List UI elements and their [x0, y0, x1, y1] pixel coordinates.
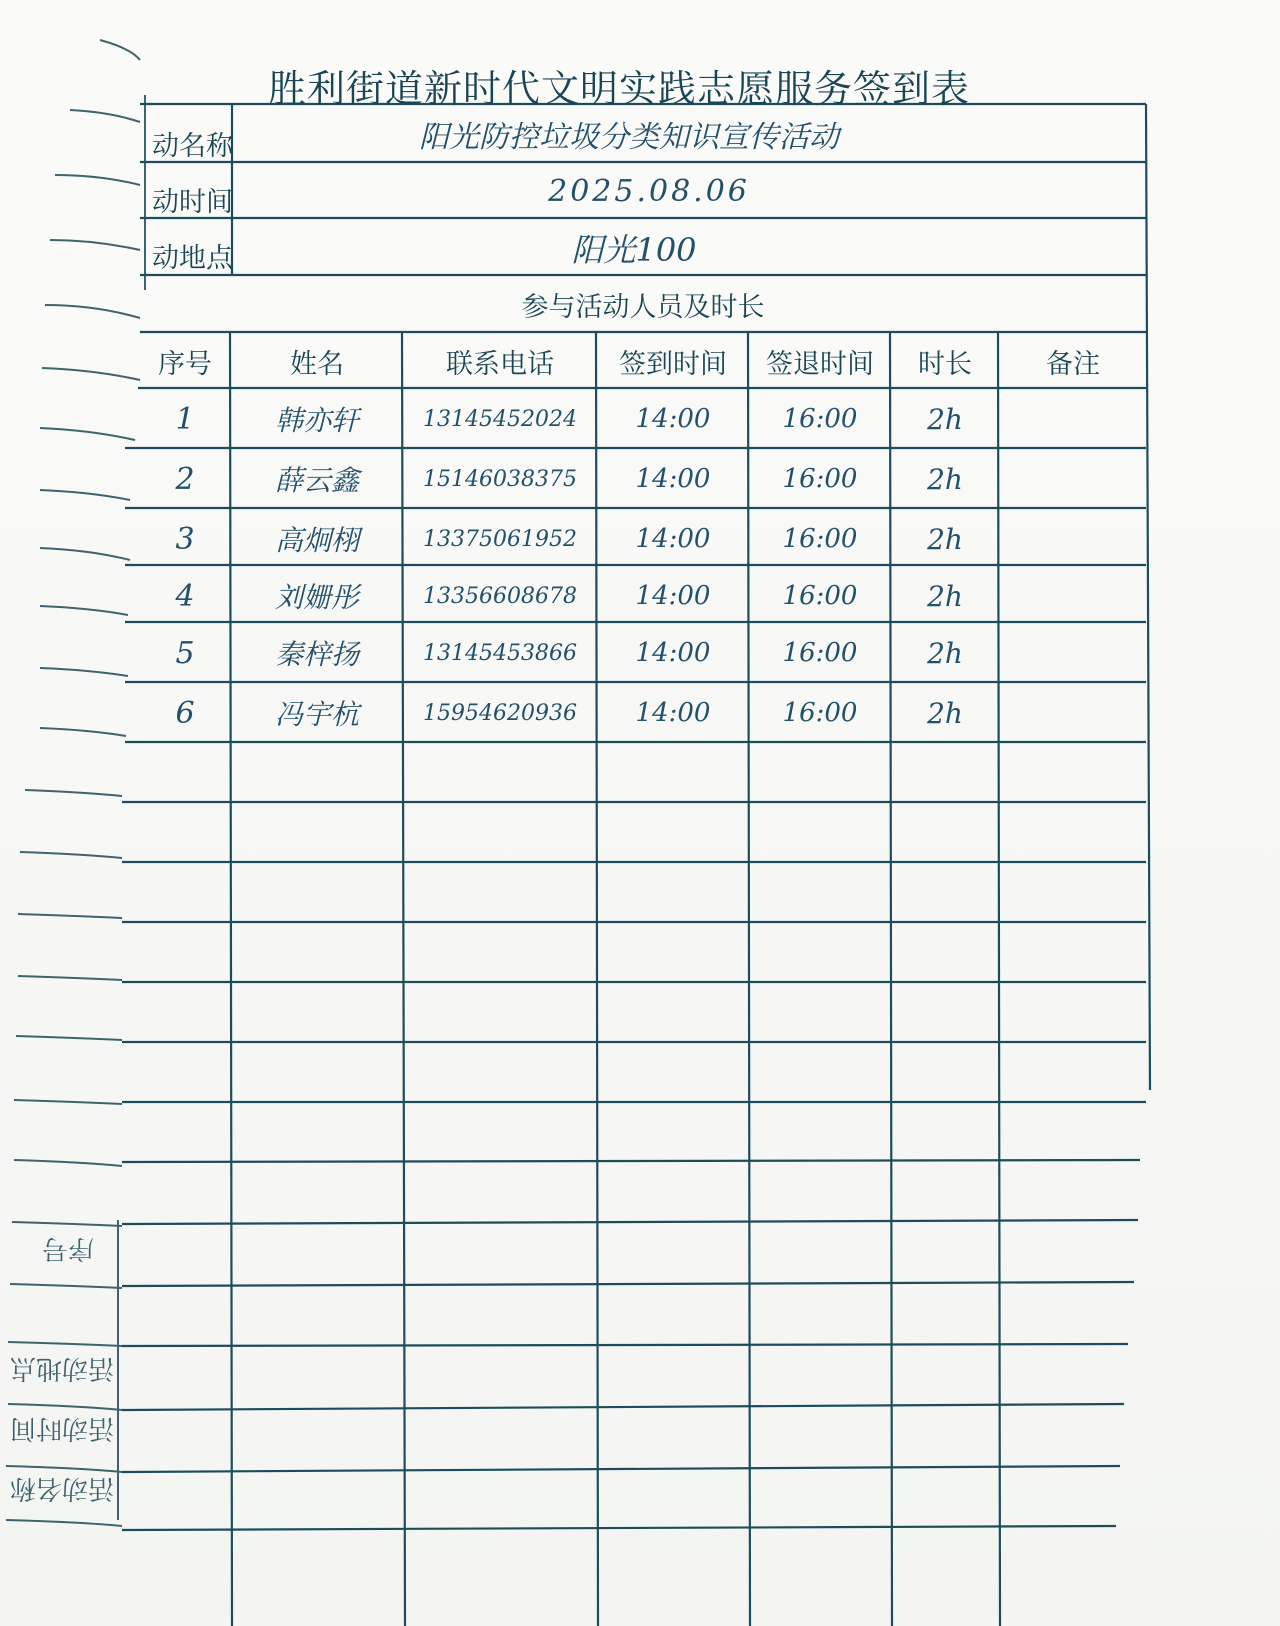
cell-checkout [750, 390, 890, 448]
header-seq [140, 334, 230, 388]
cell-checkout-value: 16:00 [782, 581, 858, 611]
cell-phone-value: 15146038375 [423, 466, 577, 492]
cell-duration-value: 2h [927, 696, 963, 730]
header-phone [404, 334, 596, 388]
cell-name [232, 624, 402, 682]
cell-seq-value: 6 [175, 695, 195, 731]
cell-checkout-value: 16:00 [782, 638, 858, 668]
cell-name-value: 秦梓扬 [274, 638, 359, 671]
cell-duration-value: 2h [927, 462, 963, 496]
cell-duration [892, 510, 998, 568]
header-checkout-label: 签退时间 [766, 348, 874, 380]
cell-note [1000, 450, 1146, 508]
cell-phone [404, 684, 596, 742]
activity-time-value: 2025.08.06 [548, 173, 750, 209]
cell-name-value: 韩亦轩 [274, 404, 359, 437]
cell-seq [140, 450, 230, 508]
header-name [232, 334, 402, 388]
cell-name [232, 567, 402, 625]
cell-duration-value: 2h [927, 402, 963, 436]
section-title-cell [140, 277, 1146, 332]
header-note [1000, 334, 1146, 388]
cell-checkin-value: 14:00 [635, 581, 711, 611]
cell-checkin [598, 684, 748, 742]
header-checkout [750, 334, 890, 388]
cell-duration-value: 2h [927, 522, 963, 556]
cell-duration [892, 450, 998, 508]
cell-checkout-value: 16:00 [782, 464, 858, 494]
cell-phone-value: 13145452024 [423, 406, 577, 432]
bleed-time: 活动时间 [10, 1413, 115, 1443]
header-note-label: 备注 [1046, 348, 1100, 380]
header-name-label: 姓名 [290, 348, 344, 380]
cell-checkin-value: 14:00 [635, 524, 711, 554]
activity-time-cell [232, 164, 1146, 218]
header-checkin [598, 334, 748, 388]
cell-name-value: 高炯栩 [274, 524, 359, 557]
bleed-seq: 序号 [42, 1233, 95, 1263]
activity-name-label: 动名称 [152, 131, 233, 162]
cell-checkout-value: 16:00 [782, 404, 858, 434]
cell-checkout [750, 567, 890, 625]
page-title: 胜利街道新时代文明实践志愿服务签到表 [268, 67, 971, 111]
header-seq-label: 序号 [158, 348, 212, 380]
cell-checkin [598, 390, 748, 448]
cell-phone [404, 567, 596, 625]
cell-checkout-value: 16:00 [782, 698, 858, 728]
activity-name-value: 阳光防控垃圾分类知识宣传活动 [419, 120, 839, 155]
cell-name [232, 390, 402, 448]
header-checkin-label: 签到时间 [619, 348, 727, 380]
cell-seq [140, 567, 230, 625]
cell-seq-value: 5 [175, 635, 195, 671]
cell-checkin-value: 14:00 [635, 698, 711, 728]
cell-name [232, 510, 402, 568]
cell-duration-value: 2h [927, 579, 963, 613]
header-phone-label: 联系电话 [446, 348, 554, 380]
activity-name-cell [232, 106, 1146, 162]
activity-place-label: 动地点 [152, 243, 233, 274]
cell-seq-value: 4 [175, 578, 195, 614]
cell-seq-value: 1 [175, 401, 195, 437]
section-title: 参与活动人员及时长 [521, 292, 765, 323]
cell-seq [140, 390, 230, 448]
cell-name-value: 刘姗彤 [274, 581, 359, 614]
cell-seq-value: 2 [175, 461, 195, 497]
activity-place-cell [232, 220, 1146, 275]
cell-phone [404, 510, 596, 568]
cell-name-value: 冯宇杭 [274, 698, 359, 731]
cell-phone-value: 13375061952 [423, 526, 577, 552]
cell-phone-value: 13356608678 [423, 583, 577, 609]
cell-name-value: 薛云鑫 [274, 464, 359, 497]
activity-time-label: 动时间 [152, 187, 233, 218]
cell-note [1000, 390, 1146, 448]
cell-name [232, 684, 402, 742]
cell-checkin [598, 567, 748, 625]
cell-phone [404, 450, 596, 508]
cell-duration [892, 624, 998, 682]
cell-checkin [598, 450, 748, 508]
cell-duration [892, 390, 998, 448]
cell-name [232, 450, 402, 508]
cell-checkout [750, 450, 890, 508]
cell-seq [140, 510, 230, 568]
cell-checkin [598, 510, 748, 568]
header-duration [892, 334, 998, 388]
cell-seq [140, 624, 230, 682]
cell-checkin-value: 14:00 [635, 464, 711, 494]
cell-phone-value: 15954620936 [423, 700, 577, 726]
cell-phone [404, 624, 596, 682]
activity-place-value: 阳光100 [571, 230, 697, 269]
bleed-name: 活动名称 [10, 1473, 115, 1503]
cell-checkin [598, 624, 748, 682]
cell-note [1000, 624, 1146, 682]
cell-duration [892, 684, 998, 742]
cell-checkout [750, 624, 890, 682]
cell-note [1000, 684, 1146, 742]
cell-checkout-value: 16:00 [782, 524, 858, 554]
cell-seq [140, 684, 230, 742]
cell-phone-value: 13145453866 [423, 640, 577, 666]
cell-checkin-value: 14:00 [635, 404, 711, 434]
cell-checkout [750, 510, 890, 568]
cell-seq-value: 3 [175, 521, 195, 557]
cell-checkin-value: 14:00 [635, 638, 711, 668]
bleed-place: 活动地点 [10, 1353, 115, 1383]
cell-phone [404, 390, 596, 448]
cell-note [1000, 567, 1146, 625]
cell-duration-value: 2h [927, 636, 963, 670]
cell-note [1000, 510, 1146, 568]
cell-duration [892, 567, 998, 625]
header-duration-label: 时长 [918, 348, 972, 380]
cell-checkout [750, 684, 890, 742]
